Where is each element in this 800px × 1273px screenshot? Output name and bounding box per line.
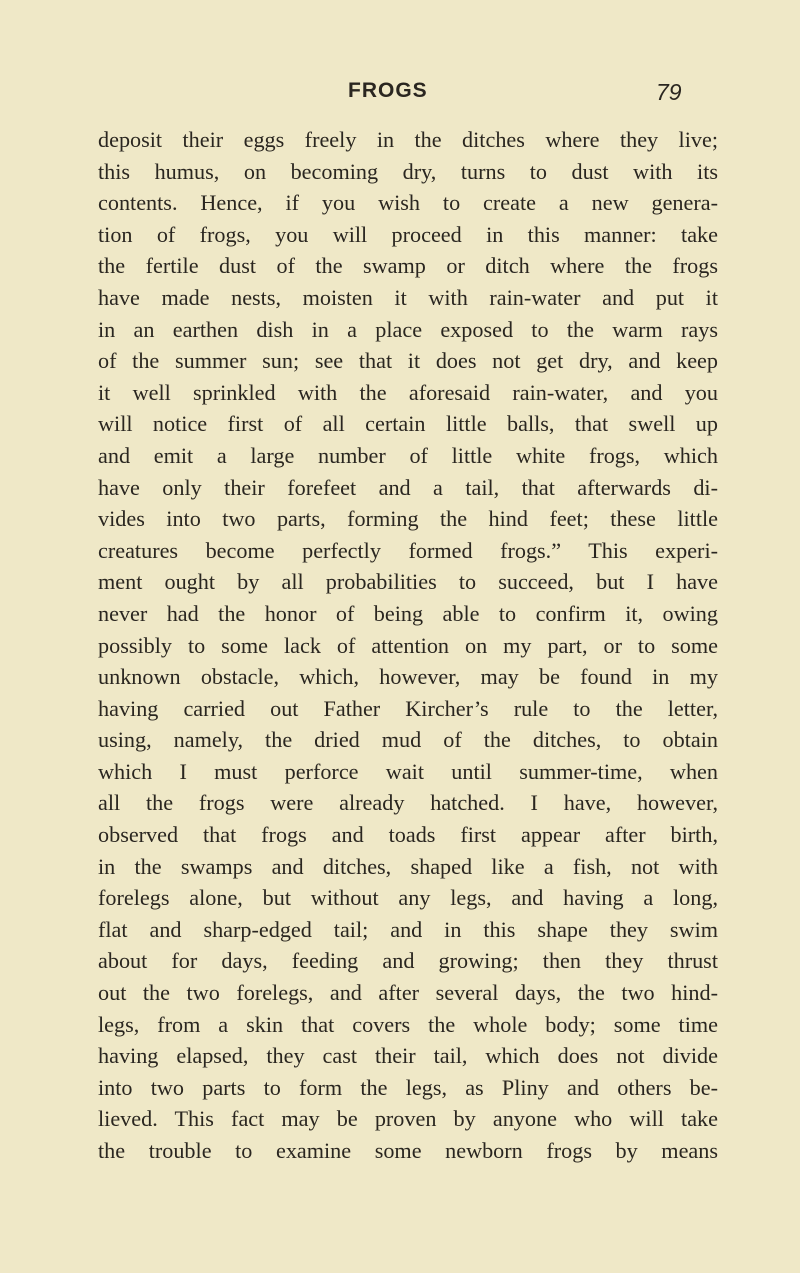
text-line: forelegs alone, but without any legs, and having a long, (98, 885, 718, 911)
text-line: never had the honor of being able to confirm it, owing (98, 600, 718, 626)
text-line: have made nests, moisten it with rain-water and put it (98, 284, 718, 310)
text-line: having elapsed, they cast their tail, which does not divide (98, 1043, 718, 1069)
text-line: have only their forefeet and a tail, that afterwards di- (98, 474, 718, 500)
text-line: vides into two parts, forming the hind feet; these little (98, 506, 718, 532)
text-line: legs, from a skin that covers the whole body; some time (98, 1011, 718, 1037)
text-line: contents. Hence, if you wish to create a new genera- (98, 190, 718, 216)
text-line: unknown obstacle, which, however, may be found in my (98, 664, 718, 690)
text-line: about for days, feeding and growing; then they thrust (98, 948, 718, 974)
body-text (98, 124, 718, 1167)
text-line: flat and sharp-edged tail; and in this shape they swim (98, 916, 718, 942)
text-line: having carried out Father Kircher’s rule to the letter, (98, 695, 718, 721)
text-line: deposit their eggs freely in the ditches where they live; (98, 127, 718, 152)
text-line: observed that frogs and toads first appear after birth, (98, 822, 718, 848)
text-line: using, namely, the dried mud of the ditches, to obtain (98, 727, 718, 753)
page-header (0, 79, 800, 111)
text-line: creatures become perfectly formed frogs.” This experi- (98, 537, 718, 563)
text-line: this humus, on becoming dry, turns to dust with its (98, 158, 718, 184)
text-line: in an earthen dish in a place exposed to the warm rays (98, 316, 718, 342)
running-head: FROGS (348, 79, 428, 102)
text-line: in the swamps and ditches, shaped like a fish, not with (98, 853, 718, 879)
text-line: out the two forelegs, and after several days, the two hind- (98, 980, 718, 1006)
text-line: and emit a large number of little white frogs, which (98, 442, 718, 468)
text-line: ment ought by all probabilities to succeed, but I have (98, 569, 718, 595)
text-line: into two parts to form the legs, as Pliny and others be- (98, 1074, 718, 1100)
page-number: 79 (656, 79, 682, 105)
text-line: the trouble to examine some newborn frogs by means (98, 1138, 718, 1163)
text-line: of the summer sun; see that it does not get dry, and keep (98, 348, 718, 374)
text-line: which I must perforce wait until summer-time, when (98, 758, 718, 784)
text-line: it well sprinkled with the aforesaid rain-water, and you (98, 379, 718, 405)
text-line: the fertile dust of the swamp or ditch where the frogs (98, 253, 718, 279)
text-line: possibly to some lack of attention on my part, or to some (98, 632, 718, 658)
text-line: tion of frogs, you will proceed in this manner: take (98, 221, 718, 247)
text-line: will notice first of all certain little balls, that swell up (98, 411, 718, 437)
text-line: lieved. This fact may be proven by anyone who will take (98, 1106, 718, 1132)
text-line: all the frogs were already hatched. I have, however, (98, 790, 718, 816)
